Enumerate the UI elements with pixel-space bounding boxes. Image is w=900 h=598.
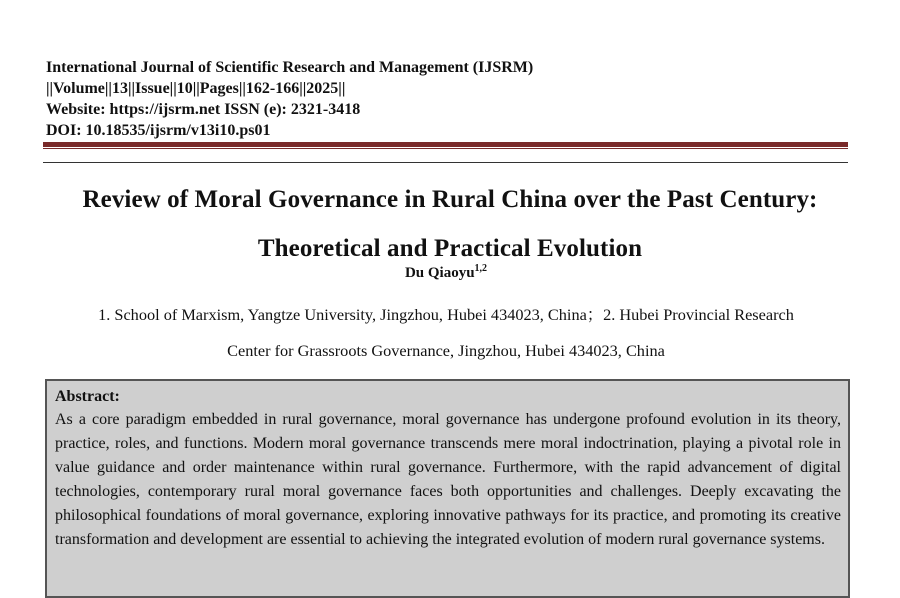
paper-title	[30, 175, 870, 273]
abstract-box	[45, 379, 850, 598]
header-separator	[43, 162, 848, 163]
header-rule-thin	[43, 148, 848, 149]
header-rule-thick	[43, 142, 848, 147]
affiliation	[40, 297, 852, 369]
author-affiliation-marks: 1,2	[474, 263, 488, 274]
affiliation-line1: 1. School of Marxism, Yangtze University, Jingzhou, Hubei 434023, China；2. Hubei Provincial Research	[98, 305, 794, 324]
affiliation-line2: Center for Grassroots Governance, Jingzhou, Hubei 434023, China	[227, 341, 665, 360]
author-name: Du Qiaoyu	[404, 265, 475, 281]
abstract-label: Abstract:	[55, 388, 120, 405]
journal-website: Website: https://ijsrm.net ISSN (e): 2321-3418	[46, 101, 361, 118]
paper-title-line1: Review of Moral Governance in Rural China over the Past Century:	[82, 186, 818, 213]
abstract-text: As a core paradigm embedded in rural governance, moral governance has undergone profound evolution in its theory, practice, roles, and functions. Modern moral governance transcends mere moral indoctrination, playing a pivotal role in value guidance and order maintenance within rural governance. Furthermore, with the rapid advancement of digital technologies, contemporary rural moral governance faces both opportunities and challenges. Deeply excavating the philosophical foundations of moral governance, exploring innovative pathways for its practice, and promoting its creative transformation and development are essential to achieving the integrated evolution of modern rural governance systems.	[55, 411, 841, 548]
doi: DOI: 10.18535/ijsrm/v13i10.ps01	[46, 122, 271, 139]
journal-name: International Journal of Scientific Research and Management (IJSRM)	[46, 59, 534, 76]
issue-info: ||Volume||13||Issue||10||Pages||162-166||2025||	[46, 80, 346, 97]
author	[0, 263, 892, 282]
paper-title-line2: Theoretical and Practical Evolution	[257, 235, 643, 262]
journal-header	[46, 57, 846, 141]
